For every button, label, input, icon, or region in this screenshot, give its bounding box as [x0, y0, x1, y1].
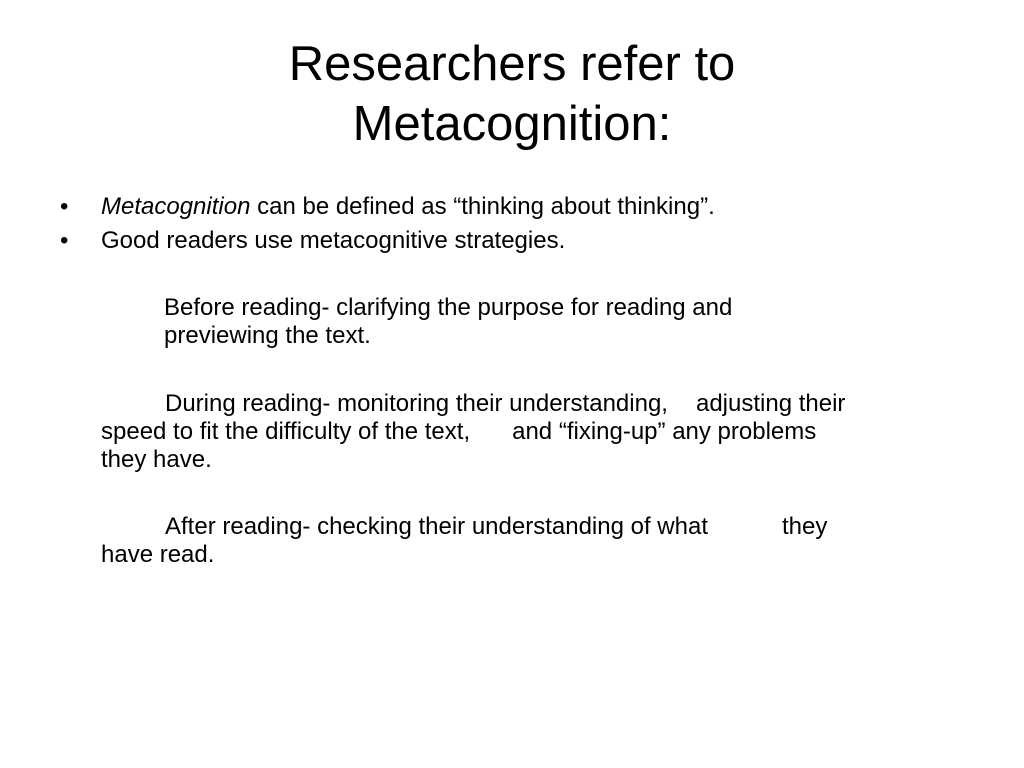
bullet-1 [101, 193, 715, 221]
during-line-1 [101, 390, 1001, 418]
after-line-2: have read. [101, 541, 215, 568]
during-line-3: they have. [101, 446, 212, 473]
before-line-2: previewing the text. [164, 322, 371, 349]
after-line-1b: they [782, 513, 828, 540]
bullet-1-rest: can be defined as “thinking about thinking”. [250, 193, 715, 220]
during-line-1b: adjusting their [695, 390, 846, 417]
slide-title [60, 34, 964, 154]
bullet-marker-1: • [60, 193, 69, 220]
title-line-1: Researchers refer to [288, 37, 736, 91]
during-line-2b: and “fixing-up” any problems [512, 418, 817, 445]
before-reading-paragraph [164, 294, 1024, 350]
bullet-2: Good readers use metacognitive strategies. [101, 227, 566, 254]
after-reading-paragraph [101, 513, 1001, 569]
after-line-1a: After reading- checking their understanding of what [165, 513, 708, 540]
during-line-2a: speed to fit the difficulty of the text, [101, 418, 471, 445]
during-reading-paragraph [101, 390, 1001, 474]
during-line-1a: During reading- monitoring their understanding, [165, 390, 668, 417]
bullet-marker-2: • [60, 227, 69, 254]
after-line-1 [101, 513, 1001, 541]
before-line-1: Before reading- clarifying the purpose for reading and [164, 294, 733, 321]
title-line-2: Metacognition: [352, 97, 672, 151]
during-line-2 [101, 418, 1001, 446]
metacognition-term: Metacognition [101, 193, 251, 220]
